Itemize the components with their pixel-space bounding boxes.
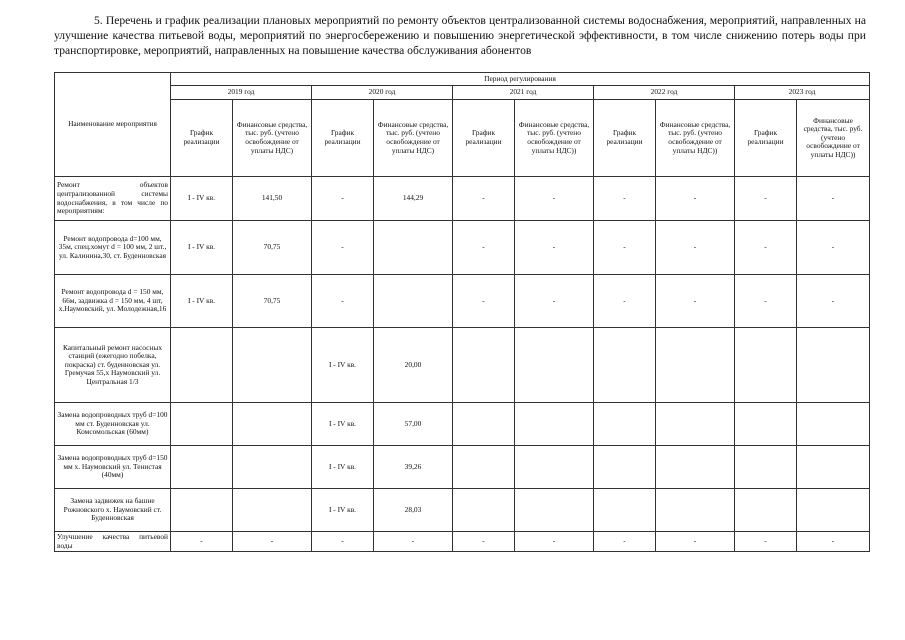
cell: I - IV кв.	[312, 489, 374, 532]
cell: -	[312, 177, 374, 221]
cell: -	[594, 532, 656, 552]
section-heading: 5. Перечень и график реализации плановых мероприятий по ремонту объектов централизованной системы водоснабжения, мероприятий, направленных на улучшение качества питьевой воды, мероприятий по энергосбережению и повышению энергетической эффективности, в том числе снижению потерь воды при транспортировке, мероприятий, направленных на повышение качества обслуживания абонентов	[54, 14, 866, 57]
sub-header-finance: Финансовые средства, тыс. руб. (учтено освобождение от уплаты НДС))	[797, 100, 870, 177]
cell	[735, 489, 797, 532]
cell: -	[656, 177, 735, 221]
sub-header-finance: Финансовые средства, тыс. руб. (учтено освобождение от уплаты НДС))	[656, 100, 735, 177]
cell: 57,00	[374, 403, 453, 446]
col-header-name: Наименование мероприятия	[55, 73, 171, 177]
cell	[594, 328, 656, 403]
cell	[656, 403, 735, 446]
cell	[453, 489, 515, 532]
year-header: 2022 год	[594, 86, 735, 100]
cell	[233, 328, 312, 403]
row-name: Капитальный ремонт насосных станций (ежегодно побелка, покраска) ст. буденновская ул. Гремучая 55,х Наумовский ул. Центральная 1/3	[55, 328, 171, 403]
cell	[515, 328, 594, 403]
cell: -	[797, 532, 870, 552]
cell	[233, 403, 312, 446]
year-header: 2023 год	[735, 86, 870, 100]
sub-header-schedule: График реализации	[594, 100, 656, 177]
period-header: Период регулирования	[171, 73, 870, 86]
year-header: 2021 год	[453, 86, 594, 100]
table-row	[55, 328, 870, 403]
cell: -	[656, 221, 735, 275]
cell: -	[594, 177, 656, 221]
table-row	[55, 275, 870, 328]
cell: I - IV кв.	[171, 275, 233, 328]
cell: -	[453, 532, 515, 552]
cell: -	[453, 177, 515, 221]
table-row	[55, 489, 870, 532]
cell: -	[515, 532, 594, 552]
sub-header-finance: Финансовые средства, тыс. руб. (учтено освобождение от уплаты НДС)	[374, 100, 453, 177]
cell: -	[515, 275, 594, 328]
cell	[735, 403, 797, 446]
cell: -	[453, 275, 515, 328]
cell: I - IV кв.	[312, 446, 374, 489]
cell	[735, 328, 797, 403]
cell	[594, 446, 656, 489]
cell: -	[233, 532, 312, 552]
sub-header-schedule: График реализации	[171, 100, 233, 177]
row-name: Ремонт водопровода d=100 мм, 35м, спец.хомут d = 100 мм, 2 шт., ул. Калинина,30, ст. Буденновская	[55, 221, 171, 275]
row-name: Замена водопроводных труб d=150 мм х. Наумовский ул. Тенистая (40мм)	[55, 446, 171, 489]
cell	[374, 221, 453, 275]
table-row	[55, 403, 870, 446]
cell: -	[515, 177, 594, 221]
cell	[171, 446, 233, 489]
cell	[233, 446, 312, 489]
cell: -	[735, 275, 797, 328]
cell: 28,03	[374, 489, 453, 532]
cell	[797, 489, 870, 532]
row-name: Ремонт водопровода d = 150 мм, 66м, задвижка d = 150 мм, 4 шт, х.Наумовский, ул. Молодежная,16	[55, 275, 171, 328]
cell	[171, 328, 233, 403]
sub-header-schedule: График реализации	[735, 100, 797, 177]
cell	[453, 403, 515, 446]
cell: -	[515, 221, 594, 275]
table-row	[55, 446, 870, 489]
row-name: Замена задвижек на башне Рожновского х. Наумовский ст. Буденновская	[55, 489, 171, 532]
cell: -	[312, 221, 374, 275]
cell: -	[656, 275, 735, 328]
row-name: Ремонт объектов централизованной системы водоснабжения, в том числе по мероприятиям:	[55, 177, 171, 221]
cell: I - IV кв.	[171, 221, 233, 275]
cell: 70,75	[233, 275, 312, 328]
cell	[515, 446, 594, 489]
cell	[594, 489, 656, 532]
cell	[594, 403, 656, 446]
header-row-period	[55, 73, 870, 86]
cell	[374, 275, 453, 328]
schedule-table	[54, 72, 870, 552]
cell: I - IV кв.	[312, 328, 374, 403]
cell: -	[312, 532, 374, 552]
cell: -	[797, 221, 870, 275]
cell	[656, 489, 735, 532]
cell: 39,26	[374, 446, 453, 489]
cell: 70,75	[233, 221, 312, 275]
cell: -	[453, 221, 515, 275]
cell	[735, 446, 797, 489]
cell: -	[735, 177, 797, 221]
header-row-years	[55, 86, 870, 100]
cell: -	[594, 221, 656, 275]
cell: I - IV кв.	[312, 403, 374, 446]
sub-header-finance: Финансовые средства, тыс. руб. (учтено освобождение от уплаты НДС))	[515, 100, 594, 177]
cell	[171, 489, 233, 532]
year-header: 2020 год	[312, 86, 453, 100]
cell	[797, 403, 870, 446]
row-name: Улучшение качества питьевой воды	[55, 532, 171, 552]
cell: -	[312, 275, 374, 328]
cell: -	[735, 221, 797, 275]
table-row	[55, 177, 870, 221]
cell: -	[735, 532, 797, 552]
cell: 20,00	[374, 328, 453, 403]
cell: -	[797, 177, 870, 221]
cell	[453, 328, 515, 403]
cell	[515, 489, 594, 532]
year-header: 2019 год	[171, 86, 312, 100]
cell	[797, 446, 870, 489]
cell	[515, 403, 594, 446]
table-header	[55, 73, 870, 177]
table-row	[55, 532, 870, 552]
table-body	[55, 177, 870, 552]
cell	[656, 328, 735, 403]
cell	[171, 403, 233, 446]
sub-header-schedule: График реализации	[312, 100, 374, 177]
sub-header-schedule: График реализации	[453, 100, 515, 177]
header-row-sub	[55, 100, 870, 177]
cell: -	[594, 275, 656, 328]
cell: -	[797, 275, 870, 328]
cell	[453, 446, 515, 489]
sub-header-finance: Финансовые средства, тыс. руб. (учтено освобождение от уплаты НДС)	[233, 100, 312, 177]
cell	[233, 489, 312, 532]
row-name: Замена водопроводных труб d=100 мм ст. Буденновская ул. Комсомольская (60мм)	[55, 403, 171, 446]
cell	[656, 446, 735, 489]
cell: -	[374, 532, 453, 552]
cell: -	[171, 532, 233, 552]
cell: 144,29	[374, 177, 453, 221]
cell: -	[656, 532, 735, 552]
cell	[797, 328, 870, 403]
cell: 141,50	[233, 177, 312, 221]
table-row	[55, 221, 870, 275]
cell: I - IV кв.	[171, 177, 233, 221]
